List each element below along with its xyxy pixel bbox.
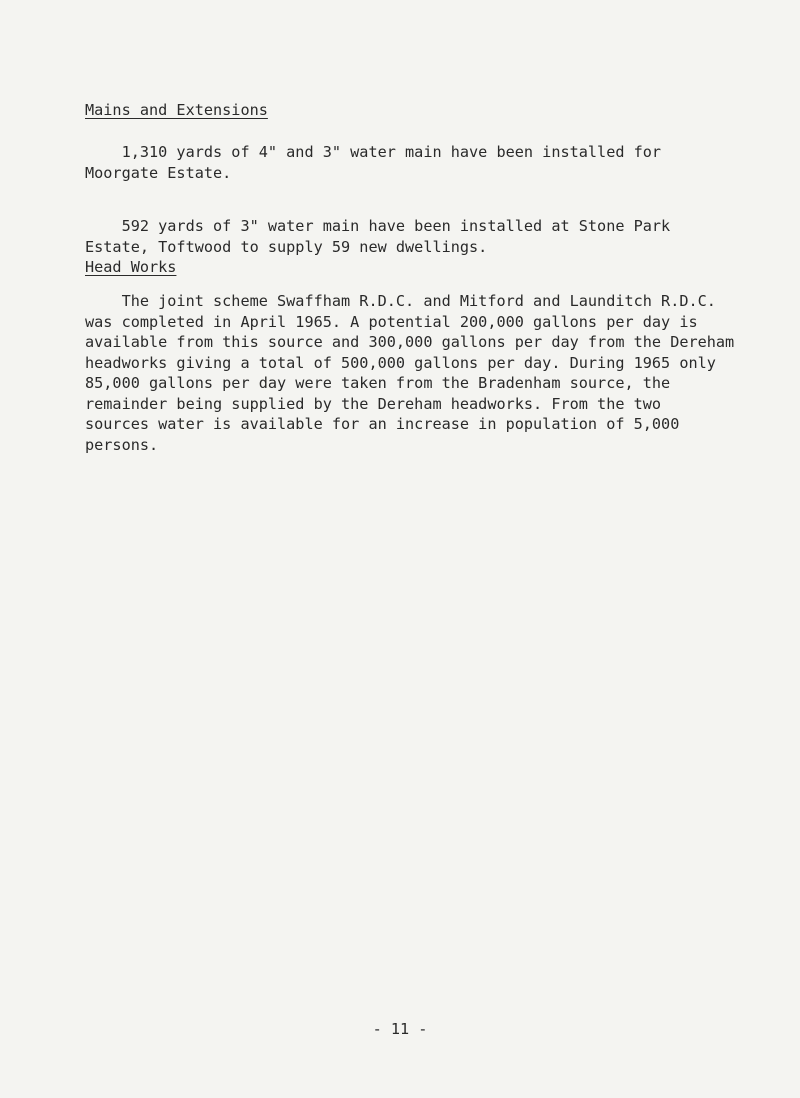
paragraph-moorgate-estate: 1,310 yards of 4" and 3" water main have been installed for Moorgate Estate. [85,143,662,182]
paragraph-joint-scheme: The joint scheme Swaffham R.D.C. and Mitford and Launditch R.D.C. was completed in April 1965. A potential 200,000 gallons per day is available from this source and 300,000 gallons per day from the Dereham headworks giving a total of 500,000 gallons per day. During 1965 only 85,000 gallons per day were taken from the Bradenham source, the remainder being supplied by the Dereham headworks. From the two sources water is available for an increase in population of 5,000 persons. [85,292,735,454]
page-number: - 11 - [372,1020,428,1038]
paragraph-stone-park-estate: 592 yards of 3" water main have been installed at Stone Park Estate, Toftwood to supply 59 new dwellings. [85,217,671,256]
heading-mains-and-extensions: Mains and Extensions [85,101,268,119]
heading-head-works: Head Works [85,258,177,276]
